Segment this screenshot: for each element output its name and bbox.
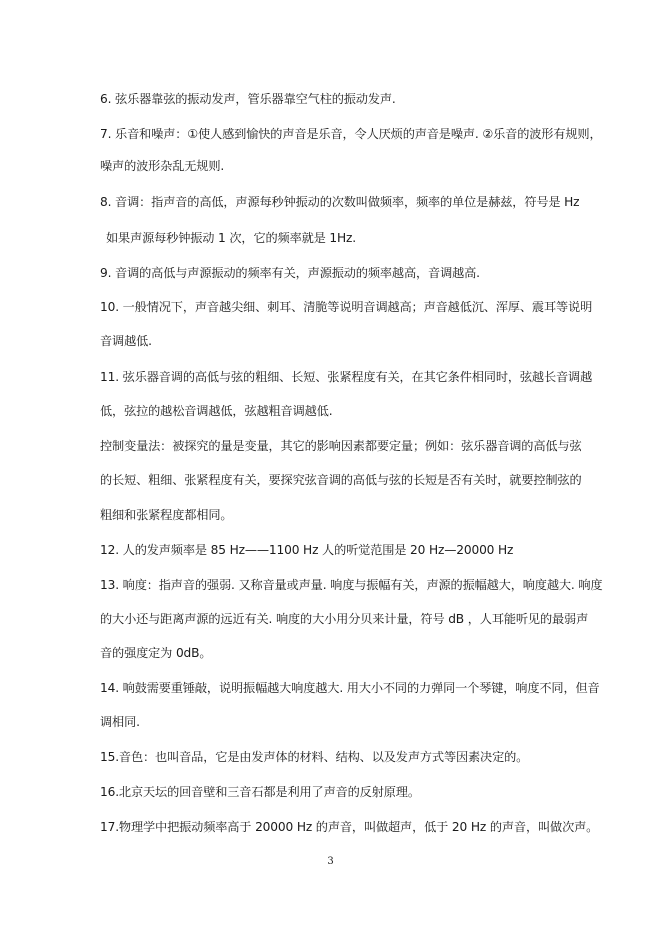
text-line-12: 12. 人的发声频率是 85 Hz——1100 Hz 人的听觉范围是 20 Hz—20000 Hz [100, 543, 514, 557]
text-line-13: 13. 响度：指声音的强弱. 又称音量或声量. 响度与振幅有关，声源的振幅越大，响度越大. 响度 [100, 578, 603, 592]
text-line-7: 7. 乐音和噪声：①使人感到愉快的声音是乐音，令人厌烦的声音是噪声. ②乐音的波形有规则， [100, 127, 602, 141]
text-line-11-cont: 低，弦拉的越松音调越低，弦越粗音调越低. [100, 404, 333, 418]
text-line-17: 17.物理学中把振动频率高于 20000 Hz 的声音，叫做超声，低于 20 Hz 的声音，叫做次声。 [100, 820, 599, 834]
text-line-14: 14. 响鼓需要重锤敲，说明振幅越大响度越大. 用大小不同的力弹同一个琴键，响度不同，但音 [100, 681, 600, 695]
text-line-7-cont: 噪声的波形杂乱无规则. [100, 159, 225, 173]
text-line-10-cont: 音调越低. [100, 334, 152, 348]
page-number: 3 [327, 856, 334, 867]
text-line-10: 10. 一般情况下，声音越尖细、刺耳、清脆等说明音调越高；声音越低沉、浑厚、震耳等说明 [100, 300, 593, 314]
text-line-control-variable-3: 粗细和张紧程度都相同。 [100, 508, 233, 522]
text-line-14-cont: 调相同. [100, 715, 140, 729]
text-line-9: 9. 音调的高低与声源振动的频率有关，声源振动的频率越高，音调越高. [100, 266, 480, 280]
text-line-13-cont: 的大小还与距离声源的远近有关. 响度的大小用分贝来计量，符号 dB ，人耳能听见的最弱声 [100, 612, 589, 626]
text-line-16: 16.北京天坛的回音壁和三音石都是利用了声音的反射原理。 [100, 785, 420, 799]
text-line-11: 11. 弦乐器音调的高低与弦的粗细、长短、张紧程度有关，在其它条件相同时，弦越长音调越 [100, 370, 593, 384]
text-line-15: 15.音色：也叫音品，它是由发声体的材料、结构、以及发声方式等因素决定的。 [100, 750, 529, 764]
text-line-8-cont: 如果声源每秒钟振动 1 次，它的频率就是 1Hz. [106, 231, 357, 245]
text-line-6: 6. 弦乐器靠弦的振动发声，管乐器靠空气柱的振动发声. [100, 92, 396, 106]
text-line-control-variable: 控制变量法：被探究的量是变量，其它的影响因素都要定量；例如：弦乐器音调的高低与弦 [100, 439, 582, 453]
text-line-control-variable-2: 的长短、粗细、张紧程度有关，要探究弦音调的高低与弦的长短是否有关时，就要控制弦的 [100, 473, 582, 487]
text-line-13-cont-2: 音的强度定为 0dB。 [100, 646, 212, 660]
text-line-8: 8. 音调：指声音的高低，声源每秒钟振动的次数叫做频率，频率的单位是赫兹，符号是 Hz [100, 195, 580, 209]
